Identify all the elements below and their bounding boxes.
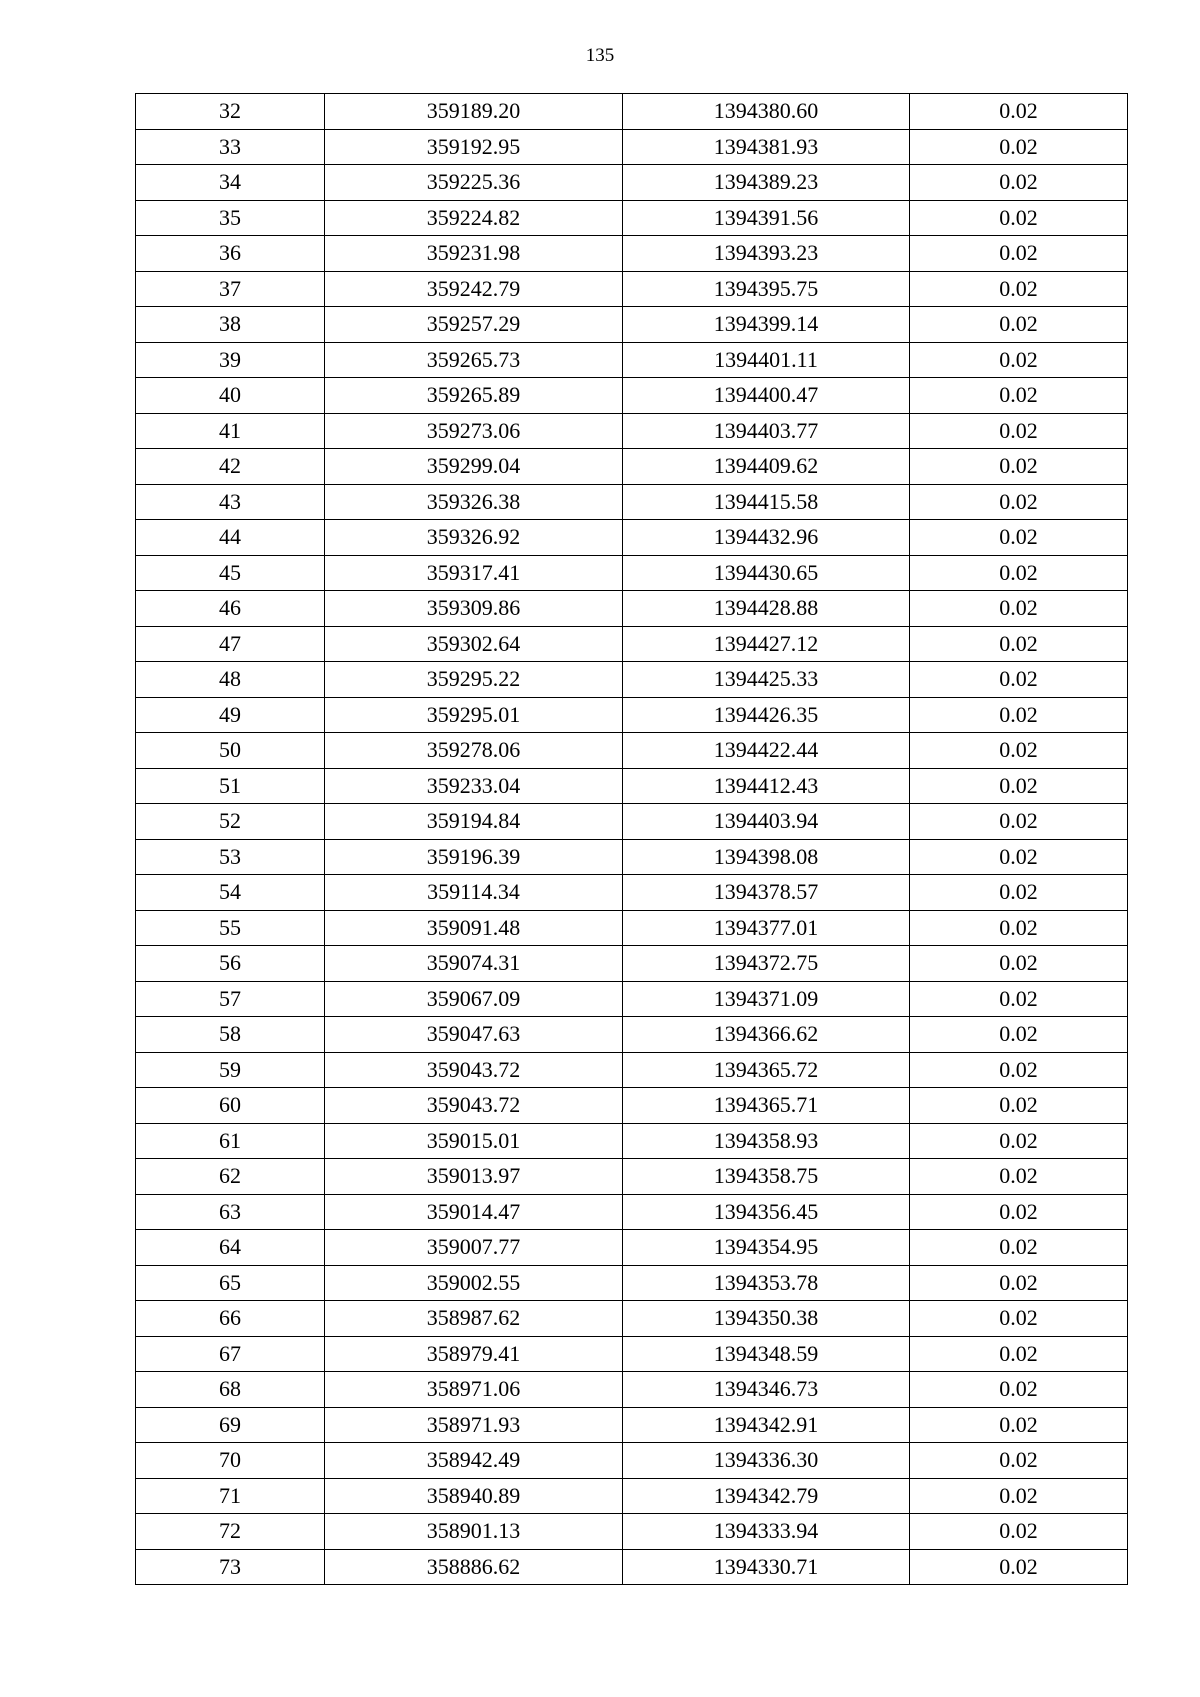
tolerance-cell: 0.02 — [910, 1443, 1128, 1479]
x-coordinate-cell: 359015.01 — [325, 1123, 623, 1159]
tolerance-cell: 0.02 — [910, 910, 1128, 946]
tolerance-cell: 0.02 — [910, 1265, 1128, 1301]
tolerance-cell: 0.02 — [910, 520, 1128, 556]
table-row — [136, 484, 1128, 520]
y-coordinate-cell: 1394333.94 — [623, 1514, 910, 1550]
point-number-cell: 71 — [136, 1478, 325, 1514]
x-coordinate-cell: 359043.72 — [325, 1088, 623, 1124]
tolerance-cell: 0.02 — [910, 236, 1128, 272]
point-number-cell: 57 — [136, 981, 325, 1017]
point-number-cell: 45 — [136, 555, 325, 591]
x-coordinate-cell: 359013.97 — [325, 1159, 623, 1195]
tolerance-cell: 0.02 — [910, 129, 1128, 165]
x-coordinate-cell: 359299.04 — [325, 449, 623, 485]
table-row — [136, 1194, 1128, 1230]
table-row — [136, 271, 1128, 307]
point-number-cell: 68 — [136, 1372, 325, 1408]
y-coordinate-cell: 1394391.56 — [623, 200, 910, 236]
point-number-cell: 66 — [136, 1301, 325, 1337]
point-number-cell: 73 — [136, 1549, 325, 1585]
point-number-cell: 58 — [136, 1017, 325, 1053]
y-coordinate-cell: 1394389.23 — [623, 165, 910, 201]
x-coordinate-cell: 359265.89 — [325, 378, 623, 414]
table-row — [136, 1230, 1128, 1266]
point-number-cell: 53 — [136, 839, 325, 875]
table-row — [136, 804, 1128, 840]
y-coordinate-cell: 1394398.08 — [623, 839, 910, 875]
point-number-cell: 47 — [136, 626, 325, 662]
x-coordinate-cell: 359302.64 — [325, 626, 623, 662]
x-coordinate-cell: 359295.01 — [325, 697, 623, 733]
table-row — [136, 626, 1128, 662]
table-row — [136, 555, 1128, 591]
y-coordinate-cell: 1394330.71 — [623, 1549, 910, 1585]
point-number-cell: 42 — [136, 449, 325, 485]
table-row — [136, 1159, 1128, 1195]
x-coordinate-cell: 359326.92 — [325, 520, 623, 556]
table-row — [136, 1478, 1128, 1514]
tolerance-cell: 0.02 — [910, 1088, 1128, 1124]
point-number-cell: 56 — [136, 946, 325, 982]
point-number-cell: 54 — [136, 875, 325, 911]
y-coordinate-cell: 1394428.88 — [623, 591, 910, 627]
table-row — [136, 981, 1128, 1017]
tolerance-cell: 0.02 — [910, 875, 1128, 911]
x-coordinate-cell: 359067.09 — [325, 981, 623, 1017]
table-row — [136, 1088, 1128, 1124]
table-row — [136, 946, 1128, 982]
y-coordinate-cell: 1394395.75 — [623, 271, 910, 307]
x-coordinate-cell: 359002.55 — [325, 1265, 623, 1301]
x-coordinate-cell: 359043.72 — [325, 1052, 623, 1088]
y-coordinate-cell: 1394372.75 — [623, 946, 910, 982]
point-number-cell: 63 — [136, 1194, 325, 1230]
point-number-cell: 62 — [136, 1159, 325, 1195]
y-coordinate-cell: 1394432.96 — [623, 520, 910, 556]
table-row — [136, 733, 1128, 769]
x-coordinate-cell: 359309.86 — [325, 591, 623, 627]
tolerance-cell: 0.02 — [910, 1017, 1128, 1053]
table-row — [136, 839, 1128, 875]
table-row — [136, 1549, 1128, 1585]
tolerance-cell: 0.02 — [910, 768, 1128, 804]
x-coordinate-cell: 359242.79 — [325, 271, 623, 307]
x-coordinate-cell: 359231.98 — [325, 236, 623, 272]
table-row — [136, 1443, 1128, 1479]
x-coordinate-cell: 359194.84 — [325, 804, 623, 840]
tolerance-cell: 0.02 — [910, 662, 1128, 698]
y-coordinate-cell: 1394399.14 — [623, 307, 910, 343]
y-coordinate-cell: 1394403.94 — [623, 804, 910, 840]
tolerance-cell: 0.02 — [910, 733, 1128, 769]
tolerance-cell: 0.02 — [910, 555, 1128, 591]
tolerance-cell: 0.02 — [910, 626, 1128, 662]
y-coordinate-cell: 1394401.11 — [623, 342, 910, 378]
point-number-cell: 39 — [136, 342, 325, 378]
tolerance-cell: 0.02 — [910, 1514, 1128, 1550]
x-coordinate-cell: 358971.06 — [325, 1372, 623, 1408]
tolerance-cell: 0.02 — [910, 981, 1128, 1017]
tolerance-cell: 0.02 — [910, 1336, 1128, 1372]
table-row — [136, 413, 1128, 449]
y-coordinate-cell: 1394342.91 — [623, 1407, 910, 1443]
x-coordinate-cell: 359091.48 — [325, 910, 623, 946]
x-coordinate-cell: 358940.89 — [325, 1478, 623, 1514]
y-coordinate-cell: 1394409.62 — [623, 449, 910, 485]
point-number-cell: 51 — [136, 768, 325, 804]
x-coordinate-cell: 359196.39 — [325, 839, 623, 875]
y-coordinate-cell: 1394393.23 — [623, 236, 910, 272]
tolerance-cell: 0.02 — [910, 1301, 1128, 1337]
tolerance-cell: 0.02 — [910, 200, 1128, 236]
x-coordinate-cell: 359047.63 — [325, 1017, 623, 1053]
tolerance-cell: 0.02 — [910, 1407, 1128, 1443]
table-row — [136, 520, 1128, 556]
y-coordinate-cell: 1394348.59 — [623, 1336, 910, 1372]
y-coordinate-cell: 1394427.12 — [623, 626, 910, 662]
x-coordinate-cell: 359224.82 — [325, 200, 623, 236]
table-row — [136, 1123, 1128, 1159]
table-row — [136, 307, 1128, 343]
point-number-cell: 70 — [136, 1443, 325, 1479]
tolerance-cell: 0.02 — [910, 1549, 1128, 1585]
x-coordinate-cell: 359192.95 — [325, 129, 623, 165]
point-number-cell: 44 — [136, 520, 325, 556]
x-coordinate-cell: 359114.34 — [325, 875, 623, 911]
tolerance-cell: 0.02 — [910, 1230, 1128, 1266]
tolerance-cell: 0.02 — [910, 804, 1128, 840]
point-number-cell: 38 — [136, 307, 325, 343]
table-row — [136, 165, 1128, 201]
y-coordinate-cell: 1394430.65 — [623, 555, 910, 591]
point-number-cell: 64 — [136, 1230, 325, 1266]
tolerance-cell: 0.02 — [910, 94, 1128, 130]
y-coordinate-cell: 1394425.33 — [623, 662, 910, 698]
coordinates-table — [135, 93, 1128, 1585]
x-coordinate-cell: 359326.38 — [325, 484, 623, 520]
x-coordinate-cell: 358886.62 — [325, 1549, 623, 1585]
table-row — [136, 1301, 1128, 1337]
table-row — [136, 768, 1128, 804]
y-coordinate-cell: 1394426.35 — [623, 697, 910, 733]
x-coordinate-cell: 359189.20 — [325, 94, 623, 130]
point-number-cell: 50 — [136, 733, 325, 769]
x-coordinate-cell: 359257.29 — [325, 307, 623, 343]
y-coordinate-cell: 1394381.93 — [623, 129, 910, 165]
table-row — [136, 1407, 1128, 1443]
tolerance-cell: 0.02 — [910, 307, 1128, 343]
x-coordinate-cell: 359007.77 — [325, 1230, 623, 1266]
table-row — [136, 1372, 1128, 1408]
point-number-cell: 34 — [136, 165, 325, 201]
tolerance-cell: 0.02 — [910, 413, 1128, 449]
y-coordinate-cell: 1394403.77 — [623, 413, 910, 449]
tolerance-cell: 0.02 — [910, 839, 1128, 875]
y-coordinate-cell: 1394358.93 — [623, 1123, 910, 1159]
point-number-cell: 49 — [136, 697, 325, 733]
table-row — [136, 875, 1128, 911]
y-coordinate-cell: 1394366.62 — [623, 1017, 910, 1053]
point-number-cell: 43 — [136, 484, 325, 520]
point-number-cell: 33 — [136, 129, 325, 165]
table-row — [136, 94, 1128, 130]
tolerance-cell: 0.02 — [910, 591, 1128, 627]
x-coordinate-cell: 359014.47 — [325, 1194, 623, 1230]
y-coordinate-cell: 1394358.75 — [623, 1159, 910, 1195]
tolerance-cell: 0.02 — [910, 165, 1128, 201]
point-number-cell: 35 — [136, 200, 325, 236]
y-coordinate-cell: 1394342.79 — [623, 1478, 910, 1514]
y-coordinate-cell: 1394371.09 — [623, 981, 910, 1017]
y-coordinate-cell: 1394412.43 — [623, 768, 910, 804]
tolerance-cell: 0.02 — [910, 378, 1128, 414]
point-number-cell: 55 — [136, 910, 325, 946]
table-row — [136, 236, 1128, 272]
table-row — [136, 591, 1128, 627]
y-coordinate-cell: 1394380.60 — [623, 94, 910, 130]
tolerance-cell: 0.02 — [910, 1372, 1128, 1408]
table-row — [136, 1514, 1128, 1550]
x-coordinate-cell: 359295.22 — [325, 662, 623, 698]
tolerance-cell: 0.02 — [910, 449, 1128, 485]
table-row — [136, 1336, 1128, 1372]
x-coordinate-cell: 358979.41 — [325, 1336, 623, 1372]
y-coordinate-cell: 1394354.95 — [623, 1230, 910, 1266]
y-coordinate-cell: 1394377.01 — [623, 910, 910, 946]
table-row — [136, 1265, 1128, 1301]
point-number-cell: 59 — [136, 1052, 325, 1088]
point-number-cell: 36 — [136, 236, 325, 272]
tolerance-cell: 0.02 — [910, 1478, 1128, 1514]
y-coordinate-cell: 1394350.38 — [623, 1301, 910, 1337]
y-coordinate-cell: 1394422.44 — [623, 733, 910, 769]
tolerance-cell: 0.02 — [910, 946, 1128, 982]
y-coordinate-cell: 1394353.78 — [623, 1265, 910, 1301]
table-row — [136, 910, 1128, 946]
table-row — [136, 378, 1128, 414]
table-row — [136, 697, 1128, 733]
y-coordinate-cell: 1394365.71 — [623, 1088, 910, 1124]
table-row — [136, 200, 1128, 236]
x-coordinate-cell: 359074.31 — [325, 946, 623, 982]
point-number-cell: 65 — [136, 1265, 325, 1301]
table-row — [136, 1017, 1128, 1053]
x-coordinate-cell: 358942.49 — [325, 1443, 623, 1479]
x-coordinate-cell: 359225.36 — [325, 165, 623, 201]
point-number-cell: 69 — [136, 1407, 325, 1443]
y-coordinate-cell: 1394365.72 — [623, 1052, 910, 1088]
table-row — [136, 1052, 1128, 1088]
tolerance-cell: 0.02 — [910, 1159, 1128, 1195]
x-coordinate-cell: 358987.62 — [325, 1301, 623, 1337]
y-coordinate-cell: 1394378.57 — [623, 875, 910, 911]
tolerance-cell: 0.02 — [910, 342, 1128, 378]
tolerance-cell: 0.02 — [910, 484, 1128, 520]
point-number-cell: 46 — [136, 591, 325, 627]
coordinates-table-body — [136, 94, 1128, 1585]
x-coordinate-cell: 359273.06 — [325, 413, 623, 449]
tolerance-cell: 0.02 — [910, 1194, 1128, 1230]
x-coordinate-cell: 359278.06 — [325, 733, 623, 769]
point-number-cell: 61 — [136, 1123, 325, 1159]
point-number-cell: 40 — [136, 378, 325, 414]
y-coordinate-cell: 1394415.58 — [623, 484, 910, 520]
y-coordinate-cell: 1394356.45 — [623, 1194, 910, 1230]
table-row — [136, 449, 1128, 485]
table-row — [136, 342, 1128, 378]
point-number-cell: 41 — [136, 413, 325, 449]
x-coordinate-cell: 359233.04 — [325, 768, 623, 804]
tolerance-cell: 0.02 — [910, 1123, 1128, 1159]
point-number-cell: 52 — [136, 804, 325, 840]
tolerance-cell: 0.02 — [910, 697, 1128, 733]
y-coordinate-cell: 1394346.73 — [623, 1372, 910, 1408]
point-number-cell: 72 — [136, 1514, 325, 1550]
x-coordinate-cell: 358971.93 — [325, 1407, 623, 1443]
point-number-cell: 67 — [136, 1336, 325, 1372]
tolerance-cell: 0.02 — [910, 271, 1128, 307]
table-row — [136, 129, 1128, 165]
page-number: 135 — [585, 45, 615, 66]
point-number-cell: 48 — [136, 662, 325, 698]
x-coordinate-cell: 358901.13 — [325, 1514, 623, 1550]
point-number-cell: 37 — [136, 271, 325, 307]
tolerance-cell: 0.02 — [910, 1052, 1128, 1088]
y-coordinate-cell: 1394400.47 — [623, 378, 910, 414]
x-coordinate-cell: 359317.41 — [325, 555, 623, 591]
table-row — [136, 662, 1128, 698]
point-number-cell: 32 — [136, 94, 325, 130]
x-coordinate-cell: 359265.73 — [325, 342, 623, 378]
y-coordinate-cell: 1394336.30 — [623, 1443, 910, 1479]
point-number-cell: 60 — [136, 1088, 325, 1124]
